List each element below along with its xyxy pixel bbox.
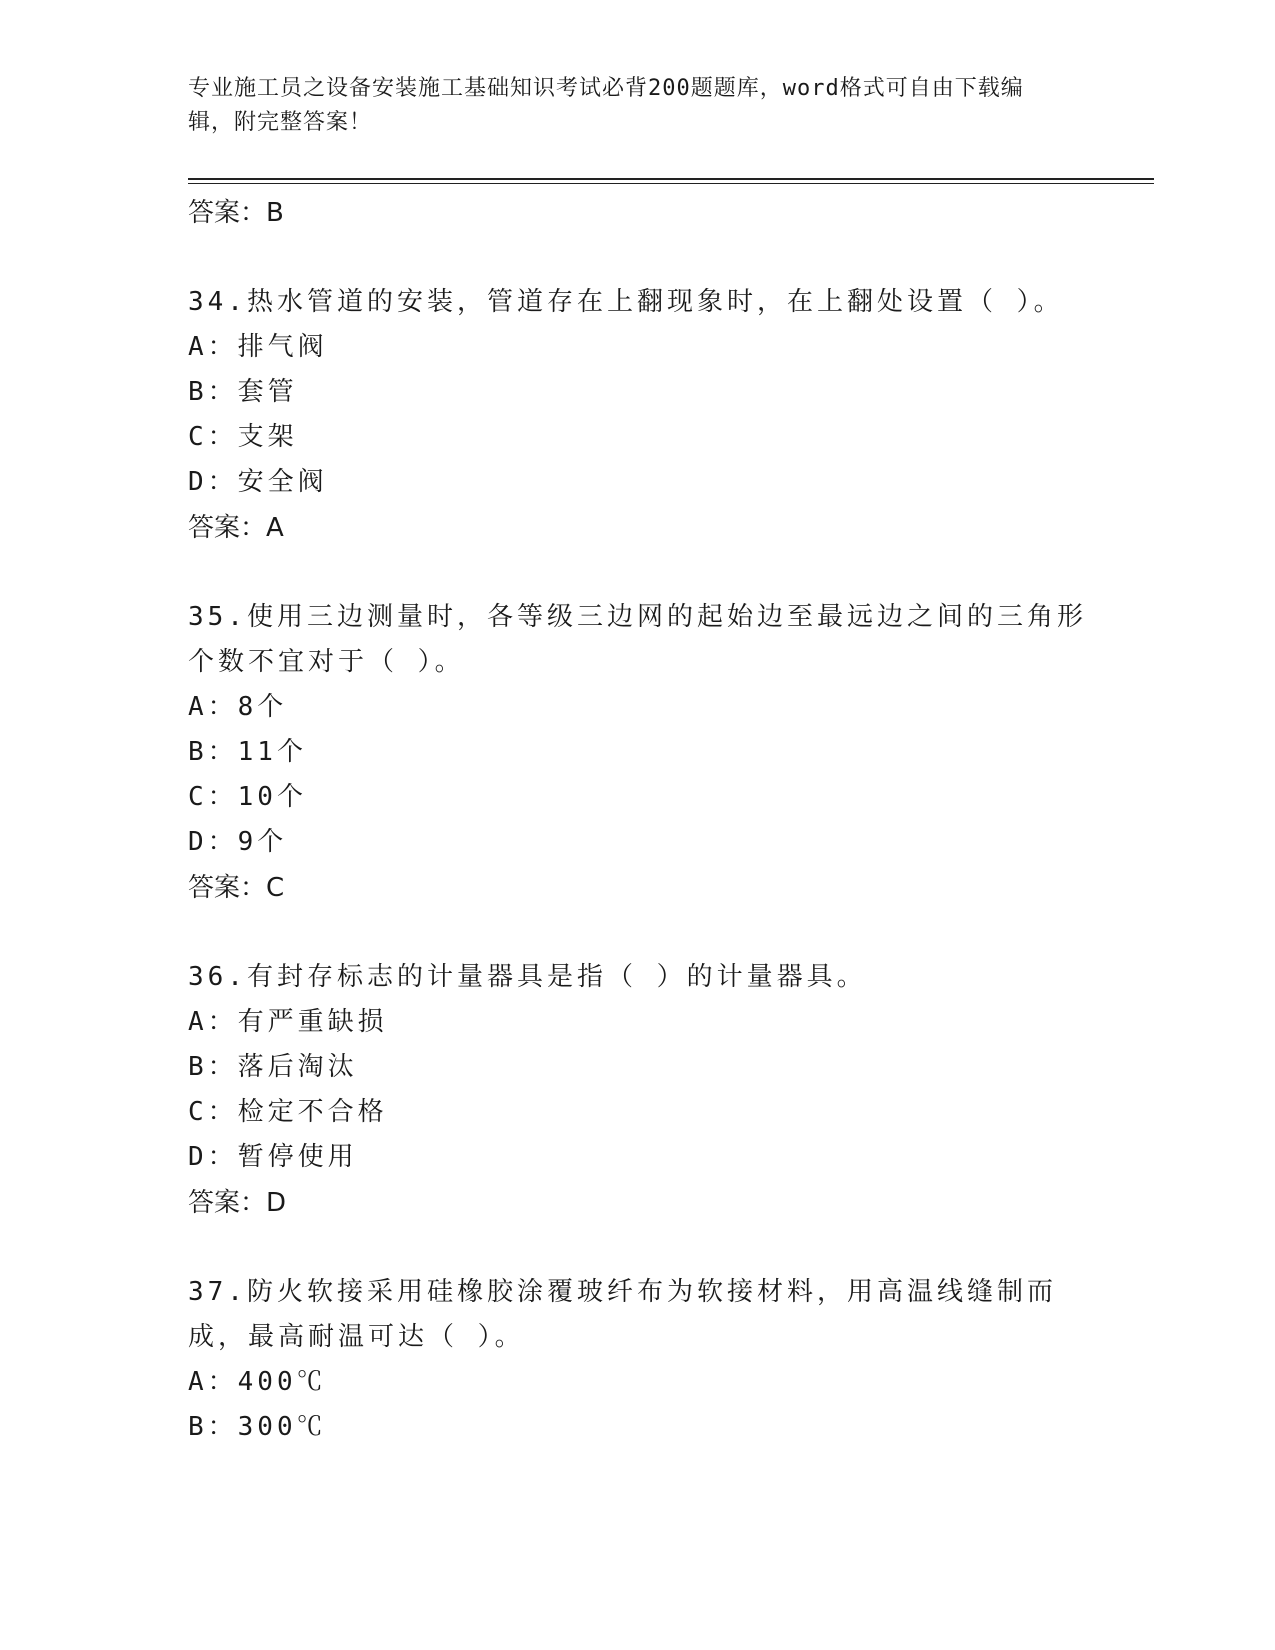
answer-line bbox=[188, 1180, 1088, 1226]
option-a: A：8个 bbox=[188, 692, 288, 722]
option-a: A：有严重缺损 bbox=[188, 1007, 388, 1037]
option-b: B：300℃ bbox=[188, 1412, 327, 1442]
answer-label: 答案： bbox=[188, 513, 267, 543]
option-d: D：安全阀 bbox=[188, 467, 328, 497]
question-text: 35.使用三边测量时，各等级三边网的起始边至最远边之间的三角形个数不宜对于（ ）。 bbox=[188, 602, 1087, 677]
header-rule-thin bbox=[188, 183, 1154, 184]
option-c: C：10个 bbox=[188, 782, 307, 812]
option-c: C：支架 bbox=[188, 422, 298, 452]
document-header: 专业施工员之设备安装施工基础知识考试必背200题题库，word格式可自由下载编辑，附完整答案！ bbox=[188, 76, 1024, 135]
question-text: 36.有封存标志的计量器具是指（ ）的计量器具。 bbox=[188, 962, 867, 992]
option-a: A：400℃ bbox=[188, 1367, 327, 1397]
option-b: B：11个 bbox=[188, 737, 307, 767]
option-d: D：9个 bbox=[188, 827, 288, 857]
option-c: C：检定不合格 bbox=[188, 1097, 388, 1127]
header-rule bbox=[188, 178, 1154, 180]
answer-label: 答案： bbox=[188, 1188, 267, 1218]
question-text: 37.防火软接采用硅橡胶涂覆玻纤布为软接材料，用高温线缝制而成，最高耐温可达（ ）。 bbox=[188, 1277, 1057, 1352]
answer-line bbox=[188, 190, 1088, 236]
answer-value: B bbox=[266, 198, 286, 228]
answer-value: C bbox=[266, 873, 287, 903]
question-37 bbox=[188, 1270, 1088, 1450]
question-34 bbox=[188, 280, 1088, 551]
answer-label: 答案： bbox=[188, 198, 267, 228]
option-b: B：落后淘汰 bbox=[188, 1052, 358, 1082]
answer-line bbox=[188, 865, 1088, 911]
question-35 bbox=[188, 595, 1088, 911]
question-36 bbox=[188, 955, 1088, 1226]
answer-value: D bbox=[266, 1188, 289, 1218]
question-text: 34.热水管道的安装，管道存在上翻现象时，在上翻处设置（ ）。 bbox=[188, 287, 1064, 317]
option-d: D：暂停使用 bbox=[188, 1142, 358, 1172]
option-a: A：排气阀 bbox=[188, 332, 328, 362]
option-b: B：套管 bbox=[188, 377, 298, 407]
answer-line bbox=[188, 505, 1088, 551]
question-list bbox=[188, 190, 1088, 1450]
answer-label: 答案： bbox=[188, 873, 267, 903]
answer-value: A bbox=[266, 513, 286, 543]
